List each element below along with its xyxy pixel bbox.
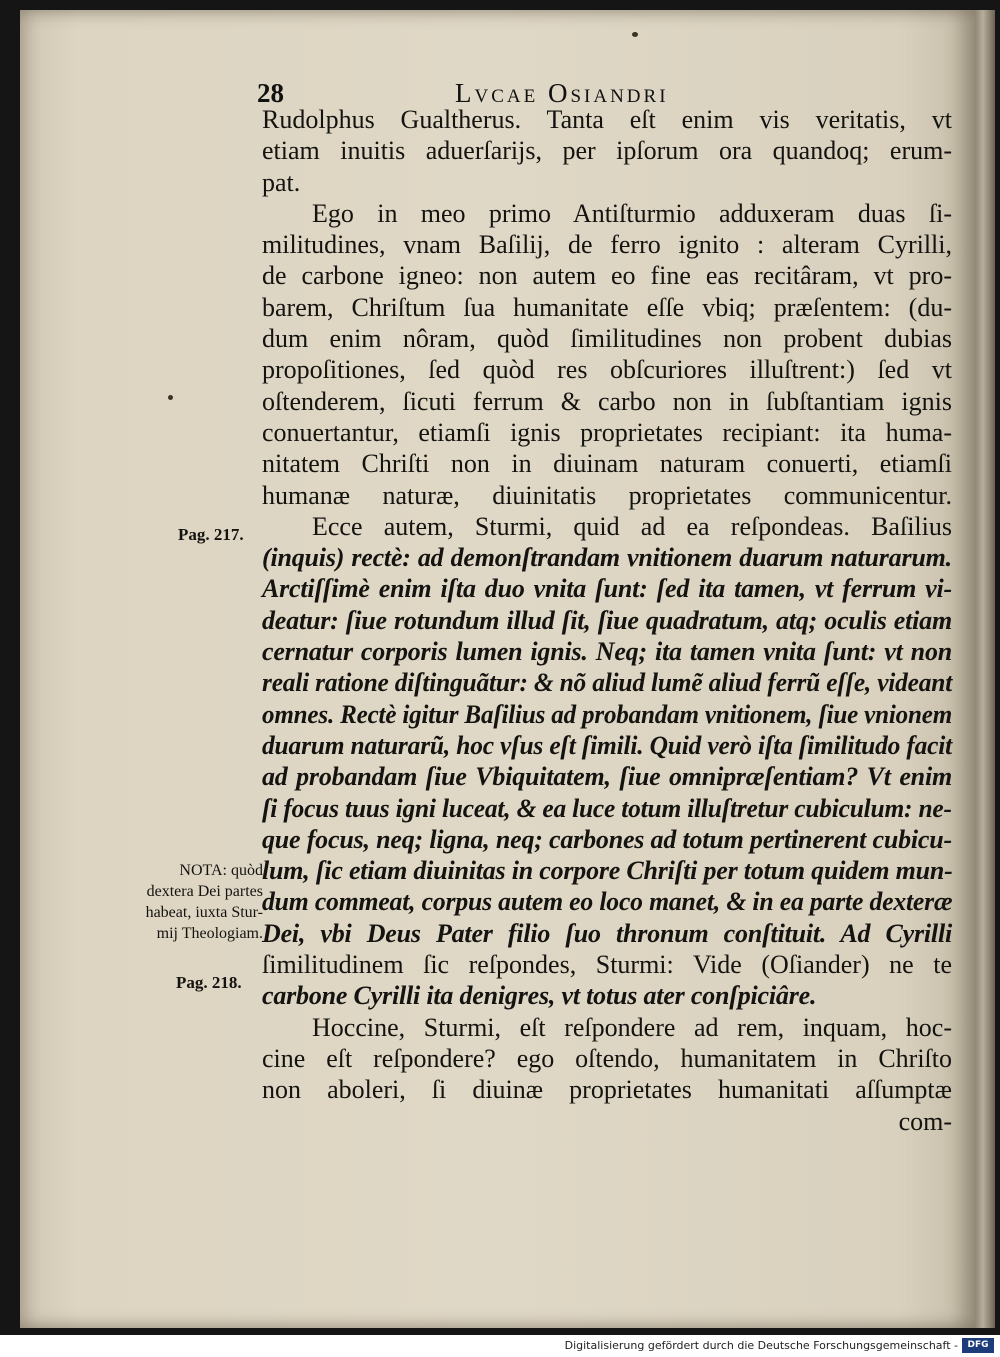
text-line: humanæ naturæ, diuinitatis proprietates communicentur. — [262, 480, 952, 510]
text-line: cine eſt reſpondere? ego oſtendo, humanitatem in Chriſto — [262, 1043, 952, 1073]
page-number: 28 — [257, 78, 284, 108]
text-line: Arctiſſimè enim iſta duo vnita ſunt: ſed ita tamen, vt ferrum vi- — [262, 574, 952, 604]
text-line: dum commeat, corpus autem eo loco manet, & in ea parte dexteræ — [262, 887, 953, 917]
text-line: ad probandam ſiue Vbiquitatem, ſiue omnipræſentiam? Vt enim — [262, 762, 952, 792]
footer-bar — [0, 1335, 1000, 1357]
margin-note-line: NOTA: quòd — [179, 862, 263, 879]
margin-note-line: habeat, iuxta Stur- — [145, 904, 263, 921]
text-line: de carbone igneo: non autem eo fine eas recitâram, vt pro- — [262, 261, 952, 291]
text-line: etiam inuitis aduerſarijs, per ipſorum ora quandoq; erum- — [262, 136, 952, 166]
text-line: reali ratione diſtinguãtur: & nõ aliud lumẽ aliud ferrũ eſſe, videant — [262, 668, 953, 698]
margin-note-line: mij Theologiam. — [156, 925, 263, 942]
margin-note-nota — [103, 860, 263, 944]
footer-credit: Digitalisierung gefördert durch die Deutsche Forschungsgemeinschaft - — [564, 1339, 958, 1352]
text-line: Dei, vbi Deus Pater filio ſuo thronum conſtituit. Ad Cyrilli — [262, 918, 952, 948]
ink-speck — [168, 395, 173, 400]
text-line: (inquis) rectè: ad demonſtrandam vnitionem duarum naturarum. — [262, 543, 952, 573]
page-edge — [975, 10, 995, 1328]
text-line: duarum naturarũ, hoc vſus eſt ſimili. Quid verò iſta ſimilitudo facit — [262, 730, 953, 760]
text-line: Rudolphus Gualtherus. Tanta eſt enim vis veritatis, vt — [262, 105, 952, 134]
text-line: non aboleri, ſi diuinæ proprietates humanitati aſſumptæ — [262, 1075, 952, 1105]
ink-speck — [632, 32, 638, 37]
margin-note-pag-217: Pag. 217. — [178, 525, 244, 544]
running-head: Lvcae Osiandri — [455, 78, 669, 108]
margin-note-line: dextera Dei partes — [146, 883, 263, 900]
text-line: conuertantur, etiamſi ignis proprietates recipiant: ita huma- — [262, 417, 952, 447]
body-text — [262, 104, 952, 1137]
dfg-logo: DFG — [962, 1338, 994, 1353]
text-line: Hoccine, Sturmi, eſt reſpondere ad rem, inquam, hoc- — [312, 1012, 952, 1042]
text-line: nitatem Chriſti non in diuinam naturam conuerti, etiamſi — [262, 449, 952, 479]
text-line: propoſitiones, ſed quòd res obſcuriores illuſtrent:) ſed vt — [262, 355, 952, 385]
text-line: barem, Chriſtum ſua humanitate eſſe vbiq; præſentem: (du- — [262, 292, 952, 322]
text-line: omnes. Rectè igitur Baſilius ad probandam vnitionem, ſiue vnionem — [262, 699, 953, 729]
text-line: que focus, neq; ligna, neq; carbones ad totum pertinerent cubicu- — [262, 824, 952, 854]
text-line: cernatur corporis lumen ignis. Neq; ita tamen vnita ſunt: vt non — [262, 637, 952, 667]
text-line: Ecce autem, Sturmi, quid ad ea reſpondeas. Baſilius — [312, 511, 952, 541]
text-line: militudines, vnam Baſilij, de ferro ignito : alteram Cyrilli, — [262, 230, 952, 260]
text-line: deatur: ſiue rotundum illud ſit, ſiue quadratum, atq; oculis etiam — [262, 605, 952, 635]
text-line: lum, ſic etiam diuinitas in corpore Chriſti per totum quidem mun- — [262, 856, 953, 886]
catchword: com- — [898, 1106, 952, 1136]
text-line: Ego in meo primo Antiſturmio adduxeram duas ſi- — [312, 198, 952, 228]
text-line: oſtenderem, ſicuti ferrum & carbo non in ſubſtantiam ignis — [262, 386, 952, 416]
text-line: carbone Cyrilli ita denigres, vt totus ater conſpiciâre. — [262, 981, 817, 1011]
text-line: ſi focus tuus igni luceat, & ea luce totum illuſtretur cubiculum: ne- — [262, 793, 952, 823]
text-line: ſimilitudinem ſic reſpondes, Sturmi: Vide (Oſiander) ne te — [262, 950, 952, 980]
text-line: dum enim nôram, quòd ſimilitudines non probent dubias — [262, 324, 952, 354]
margin-note-pag-218: Pag. 218. — [176, 973, 242, 992]
text-line: pat. — [262, 167, 301, 197]
